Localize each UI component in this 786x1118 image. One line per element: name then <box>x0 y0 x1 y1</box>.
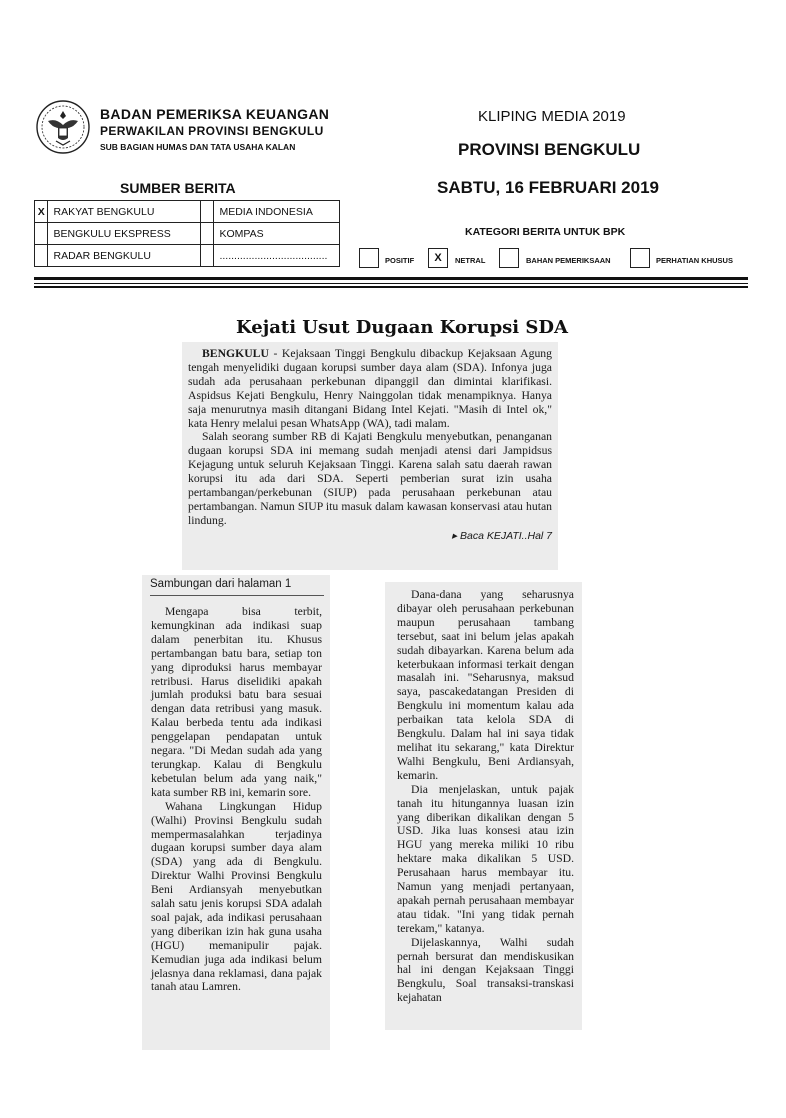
source-row <box>35 201 340 223</box>
article-paragraph: Salah seorang sumber RB di Kajati Bengkulu menyebutkan, penanganan dugaan korupsi SDA ini memang sudah menjadi atensi dari Jampidsus Kejagung untuk seluruh Kejaksaan Tinggi. Karena salah satu daerah rawan korupsi itu ada dari SDA. Seperti pemberian surat izin usaha pertambangan/perkebunan (SIUP) pada perusahaan perkebunan atau pertambangan. Namun SIUP itu masuk dalam kawasan konservasi atau hutan lindung. <box>188 430 552 527</box>
source-name: RAKYAT BENGKULU <box>48 201 201 223</box>
source-name: MEDIA INDONESIA <box>214 201 340 223</box>
article-clip-continuation-right <box>385 582 582 1030</box>
date-title: SABTU, 16 FEBRUARI 2019 <box>437 178 660 197</box>
article-dateline: BENGKULU <box>202 347 269 360</box>
article-paragraph: BENGKULU - Kejaksaan Tinggi Bengkulu dibackup Kejaksaan Agung tengah menyelidiki dugaan korupsi sumber daya alam (SDA). Infonya juga sudah ada perusahaan perkebunan dipanggil dan dimintai klarifikasi. Aspidsus Kejati Bengkulu, Henry Nainggolan tidak menampiknya. Hanya saja menurutnya masih ditangani Bidang Intel Kejati. "Masih di Intel ok," kata Henry melalui pesan WhatsApp (WA), tadi malam. <box>188 347 552 430</box>
article-paragraph: Dana-dana yang seharusnya dibayar oleh perusahaan perkebunan maupun perusahaan tambang tersebut, saat ini belum jelas apakah sudah dibayarkan. Karena belum ada keterbukaan informasi terkait dengan masalah ini. "Seharusnya, maksud saya, pascakedatangan Presiden di Bengkulu ini momentum kalau ada perbaikan tata kelola SDA di Bengkulu. Dalam hal ini saya tidak melihat itu sekarang," kata Direktur Walhi Bengkulu, Beni Ardiansyah, kemarin. <box>397 588 574 782</box>
category-checkbox-netral[interactable]: X <box>428 248 448 268</box>
header-divider <box>34 286 748 288</box>
source-checkbox[interactable]: X <box>35 201 48 223</box>
header-divider <box>34 277 748 280</box>
category-checkbox-positif[interactable] <box>359 248 379 268</box>
source-checkbox[interactable] <box>35 223 48 245</box>
article-paragraph: Dia menjelaskan, untuk pajak tanah itu hitungannya luasan izin yang diberikan dikalikan dengan 5 USD. Jika luas konsesi atau izin HGU yang mereka miliki 10 ribu hektare maka dikalikan 5 USD. Perusahaan harus membayar itu. Namun yang menjadi pertanyaan, apakah pernah perusahaan membayar atau tidak. "Ini yang tidak pernah terekam," katanya. <box>397 782 574 935</box>
category-label: NETRAL <box>455 256 486 265</box>
category-section-title: KATEGORI BERITA UNTUK BPK <box>465 226 626 238</box>
article-paragraph: Mengapa bisa terbit, kemungkinan ada indikasi suap dalam penerbitan itu. Khusus pertambangan batu bara, setiap ton yang diproduksi harus membayar retribusi. Harus diselidiki apakah jumlah produksi batu bara sesuai dengan data retribusi yang masuk. Kalau berbeda tentu ada indikasi penggelapan pendapatan untuk negara. "Di Medan sudah ada yang terungkap. Kalau di Bengkulu kebetulan belum ada yang naik," kata sumber RB ini, kemarin sore. <box>151 605 322 799</box>
source-name: ..................................... <box>214 245 340 267</box>
kliping-title: KLIPING MEDIA 2019 <box>478 108 626 125</box>
source-name: KOMPAS <box>214 223 340 245</box>
source-checkbox[interactable] <box>35 245 48 267</box>
source-checkbox[interactable] <box>200 201 213 223</box>
garuda-logo-icon <box>34 97 92 157</box>
article-paragraph: Wahana Lingkungan Hidup (Walhi) Provinsi Bengkulu sudah mempermasalahkan terjadinya dugaan korupsi sumber daya alam (SDA) yang ada di Bengkulu. Direktur Walhi Provinsi Bengkulu Beni Ardiansyah menyebutkan salah satu jenis korupsi SDA adalah soal pajak, ada indikasi perusahaan yang diberikan izin hak guna usaha (HGU) memanipulir pajak. Kemudian juga ada indikasi belum jelasnya dana reklamasi, dana pajak tanah atau Lamren. <box>151 799 322 994</box>
source-row <box>35 245 340 267</box>
category-label: BAHAN PEMERIKSAAN <box>526 256 611 265</box>
category-checkbox-bahan-pemeriksaan[interactable] <box>499 248 519 268</box>
continuation-divider <box>150 595 324 596</box>
source-section-title: SUMBER BERITA <box>120 180 236 196</box>
article-clip-main <box>182 342 558 570</box>
source-row <box>35 223 340 245</box>
header-divider <box>34 283 748 284</box>
source-name: BENGKULU EKSPRESS <box>48 223 201 245</box>
org-branch: PERWAKILAN PROVINSI BENGKULU <box>100 124 324 138</box>
article-clip-continuation-left <box>142 575 330 1050</box>
article-paragraph: Dijelaskannya, Walhi sudah pernah bersurat dan mendiskusikan hal ini dengan Kejaksaan Tinggi Bengkulu, Soal transaksi-transkasi kejahatan <box>397 935 574 1005</box>
category-label: PERHATIAN KHUSUS <box>656 256 733 265</box>
org-subdivision: SUB BAGIAN HUMAS DAN TATA USAHA KALAN <box>100 142 296 152</box>
province-title: PROVINSI BENGKULU <box>458 140 641 159</box>
source-checkbox[interactable] <box>200 223 213 245</box>
source-name: RADAR BENGKULU <box>48 245 201 267</box>
source-table <box>34 200 340 267</box>
org-name: BADAN PEMERIKSA KEUANGAN <box>100 106 330 122</box>
continued-reference: ▸ Baca KEJATI..Hal 7 <box>451 529 552 542</box>
category-checkbox-perhatian-khusus[interactable] <box>630 248 650 268</box>
article-headline: Kejati Usut Dugaan Korupsi SDA <box>236 317 568 338</box>
continuation-header: Sambungan dari halaman 1 <box>150 578 292 590</box>
source-checkbox[interactable] <box>200 245 213 267</box>
category-label: POSITIF <box>385 256 415 265</box>
